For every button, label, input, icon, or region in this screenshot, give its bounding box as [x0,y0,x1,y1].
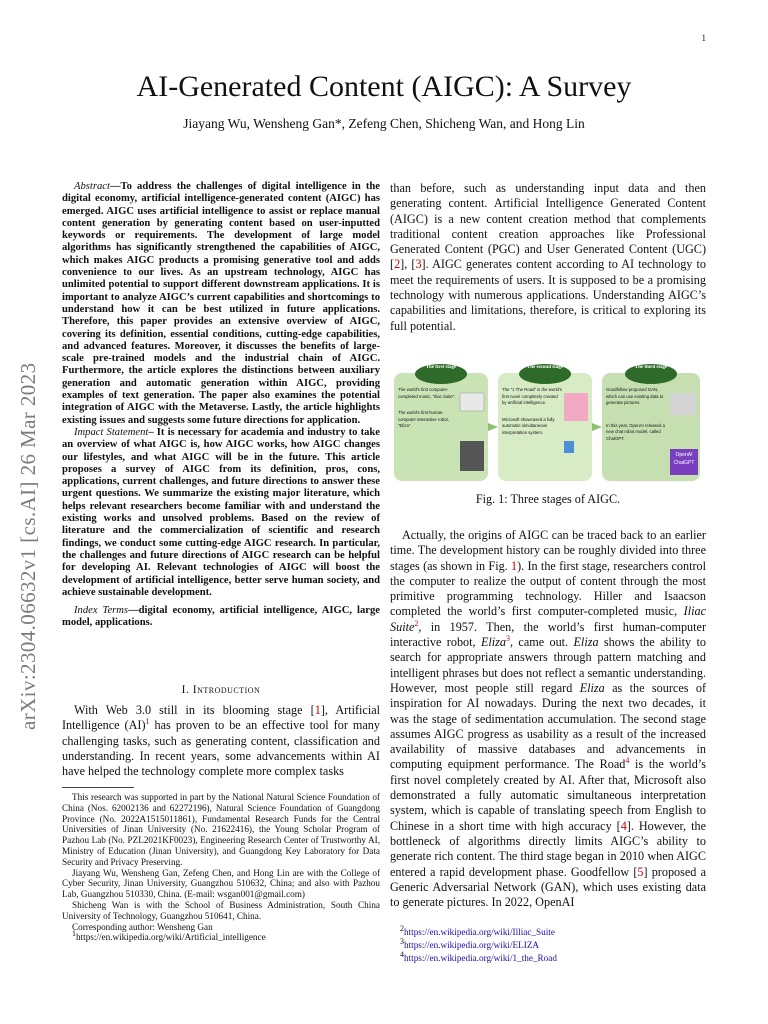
stage2-item: Microsoft showcased a fully automatic simultaneous interpretation system. [502,416,555,435]
intro-text-2: ], Artificial Intelligence (AI) [62,703,380,733]
citation-link[interactable]: 5 [637,864,644,879]
footnote-2-mark: 2 [400,923,404,933]
footnote-4-link[interactable]: https://en.wikipedia.org/wiki/1_the_Road [404,953,557,963]
sheet-music-icon [460,393,484,411]
citation-link[interactable]: 1 [314,703,321,717]
stage2-item: The "1 The Road" is the world's first novel completely created by artificial intelligence. [502,387,562,405]
rp1-text-1: than before, such as understanding input data and then generating content. Artificial Intelligence Generated Content (AIGC) is a new content creation method that complements traditional content creation approaches like Professional Generated Content (PGC) and User Generated Content (UGC) [ [390,181,706,272]
section-heading [62,684,380,696]
footnote-2-link[interactable]: https://en.wikipedia.org/wiki/Illiac_Suite [404,927,555,937]
book-cover-icon [564,393,588,421]
arrow-icon [488,423,498,431]
footnote-4-mark: 4 [400,949,404,959]
abstract-text: —To address the challenges of digital intelligence in the digital economy, artificial intelligence-generated content (AIGC) has emerged. AIGC uses artificial intelligence to assist or replace manual content generation by generating content based on user-inputted keywords or requirements. The development of large model algorithms has significantly strengthened the capabilities of AIGC, which makes AIGC products a promising generative tool and adds convenience to our lives. As an upstream technology, AIGC has unlimited potential to support different downstream applications. It is important to analyze AIGC’s current capabilities and shortcomings to understand how it can be best utilized in future applications. Therefore, this paper provides an extensive overview of AIGC, covering its definition, essential conditions, cutting-edge capabilities, and advanced features. Moreover, it discusses the benefits of large-scale pre-trained models and the industrial chain of AIGC. Furthermore, the article explores the distinctions between auxiliary generation and automatic generation within AIGC, providing examples of text generation. The paper also examines the potential integration of AIGC with the Metaverse. Lastly, the article highlights existing issues and suggests some future directions for application. [62,181,380,426]
impact-text: – It is necessary for academia and industry to take an overview of what AIGC is, how AIGC works, how AIGC changes our lifestyles, and what AIGC will be in the future. This article proposes a survey of AIGC from its definition, pros, cons, applications, current challenges, and future directions to answer these urgent questions. We summarize the existing major literature, which helps relevant researchers become familiar with and understand the existing works and unsolved problems. Based on the review of literature and the commercialization of scientific and research findings, we conduct some cutting-edge AIGC research. In particular, the challenges and future directions of AIGC research can be helpful for developing AI. Relevant technologies of AIGC will boost the development of artificial intelligence, better serve human society, and achieve sustainable development. [62,426,381,598]
computer-terminal-icon [460,441,484,471]
rp2-text: , came out. [510,635,574,650]
intro-text-3: has proven to be an effective tool for many challenging tasks, such as generating content, classification and understanding. In recent years, some advancements within AI have helped the technology complete more complex tasks [62,718,380,779]
gan-image-icon [670,393,696,415]
iliac-suite-term: Iliac Suite [390,604,706,634]
figure-ref-link[interactable]: 1 [511,558,518,573]
corresponding-author: Corresponding author: Wensheng Gan [72,921,213,932]
right-paragraph-1 [390,181,706,334]
footnote-1-url[interactable]: https://en.wikipedia.org/wiki/Artificial_intelligence [76,932,266,943]
eliza-term: Eliza [579,680,605,695]
section-title: Introduction [192,684,261,696]
eliza-term: Eliza [573,635,599,650]
rp2-text: ). In the first stage, researchers control the computer to realize the output of content through the most primitive programming technology. Hiller and Isaacson completed the world’s first computer-completed music, [390,558,706,619]
author-list: Jiayang Wu, Wensheng Gan*, Zefeng Chen, Shicheng Wan, and Hong Lin [183,116,585,131]
stage1-title: The first stage [425,365,457,370]
footnote-3 [400,936,557,952]
stage2-title: The second stage [526,365,564,370]
footnote-4 [400,949,557,965]
rp2-text: , in 1957. Then, the world’s first human-computer interactive robot, [390,619,706,650]
stage1-item: The world's first computer-completed music, "Iliac Suite". [398,387,456,399]
rp2-text: ]. However, the bottleneck of algorithms directly limits AIGC’s ability to generate rich content. The third stage began in 2010 when AIGC entered a rapid development phase. Goodfellow [ [390,818,706,879]
footnote-mark[interactable]: 1 [145,717,150,727]
stage3-item: In this year, OpenAI released a new chat robot model, called ChatGPT. [606,422,665,441]
translate-icon [564,441,574,453]
section-number: I. [181,684,190,696]
footnote-3-mark: 3 [400,936,404,946]
arxiv-watermark: arXiv:2304.06632v1 [cs.AI] 26 Mar 2023 [16,362,40,730]
rp2-text: shows the ability to search for appropriate answers through pattern matching and intelligent phrases but does not reflect a semantic understanding. However, most people still regard [390,635,706,695]
footnote-mark[interactable]: 2 [414,618,419,628]
citation-link[interactable]: 3 [415,257,422,272]
rp2-text: is the world’s first novel completely created by AI. After that, Microsoft also demonstrated a fully automatic simultaneous interpretation system, which is capable of translating speech from English to Chinese in a short time with high accuracy [ [390,757,706,833]
rp2-text: Actually, the origins of AIGC can be traced back to an earlier time. The development history can be roughly divided into three stages (as shown in Fig. [390,528,706,573]
stage1-item: The world's first human-computer interactive robot, "Eliza". [398,410,449,428]
footnote-1-mark: 1 [72,929,76,939]
intro-text-1: With Web 3.0 still in its blooming stage [ [74,703,315,717]
rp2-text: as the sources of inspiration for AI nowadays. During the next two decades, it was the stage of sedimentation accumulation. The second stage assumes AIGC progress as usability as a result of the increased availability of massive databases and advancements in computing equipment performance. The Road [390,680,707,772]
footnote-1 [62,929,380,943]
footnotes-right [400,923,557,965]
citation-link[interactable]: 4 [620,818,627,833]
arrow-icon [592,423,602,431]
impact-paragraph [62,427,380,599]
index-terms-paragraph [62,605,380,630]
rp2-text: ] proposed a Generic Adversarial Network (GAN), which uses existing data to generate pictures. In 2022, OpenAI [390,864,706,910]
paper-title: AI-Generated Content (AIGC): A Survey [136,70,632,103]
footnote-2 [400,923,557,939]
funding-footnote: This research was supported in part by the National Natural Science Foundation of China (Nos. 62002136 and 62272196), Natural Science Foundation of Guangdong Province (No. 2022A1515011861), Fundamental Research Funds for the Central Universities of Jinan University (No. 21622416), the Young Scholar Program of Pazhou Lab (No. PZL2021KF0023), Engineering Research Center of Trustworthy AI, Ministry of Education (Jinan University), and Guangdong Key Laboratory for Data Security and Privacy Preserving. [62,792,380,867]
footnotes-left [62,792,380,943]
footnote-3-link[interactable]: https://en.wikipedia.org/wiki/ELIZA [404,940,540,950]
intro-paragraph [62,703,380,779]
abstract-label: Abstract [74,181,110,192]
page-number: 1 [701,33,706,43]
rp1-text-3: ]. AIGC generates content according to AI technology to meet the requirements of users. It is supposed to be a promising technology with numerous applications. Understanding AIGC’s capabilities and limitations, therefore, is critical to exploring its full potential. [390,257,706,333]
index-terms-label: Index Terms [74,605,129,617]
footnote-mark[interactable]: 3 [506,634,510,644]
right-paragraph-2 [390,528,706,910]
chatgpt-label: ChatGPT [673,460,695,466]
impact-label: Impact Statement [74,426,149,438]
eliza-term: Eliza [480,635,506,650]
three-stages-figure [394,363,700,486]
affiliation-footnote: Jiayang Wu, Wensheng Gan, Zefeng Chen, and Hong Lin are with the College of Cyber Security, Jinan University, Guangzhou 510632, China; and also with Pazhou Lab, Guangzhou 510330, China. (E-mail: wsgan001@gmail.com) [62,867,380,900]
openai-label: OpenAI [675,452,693,458]
abstract-paragraph [62,181,380,427]
citation-link[interactable]: 2 [394,257,401,272]
stage3-title: The third stage [634,365,668,370]
footnote-mark[interactable]: 4 [625,756,630,766]
index-terms-text: —digital economy, artificial intelligence, AIGC, large model, applications. [62,605,380,629]
rp1-text-2: ], [ [400,257,416,272]
footnote-divider [62,787,134,788]
affiliation-footnote-2: Shicheng Wan is with the School of Business Administration, South China University of Technology, Guangzhou 510641, China. [62,899,380,921]
abstract-block [62,181,380,630]
figure-caption: Fig. 1: Three stages of AIGC. [475,492,621,506]
stage3-item: Goodfellow proposed GAN, which can use existing data to generate pictures. [606,387,664,405]
